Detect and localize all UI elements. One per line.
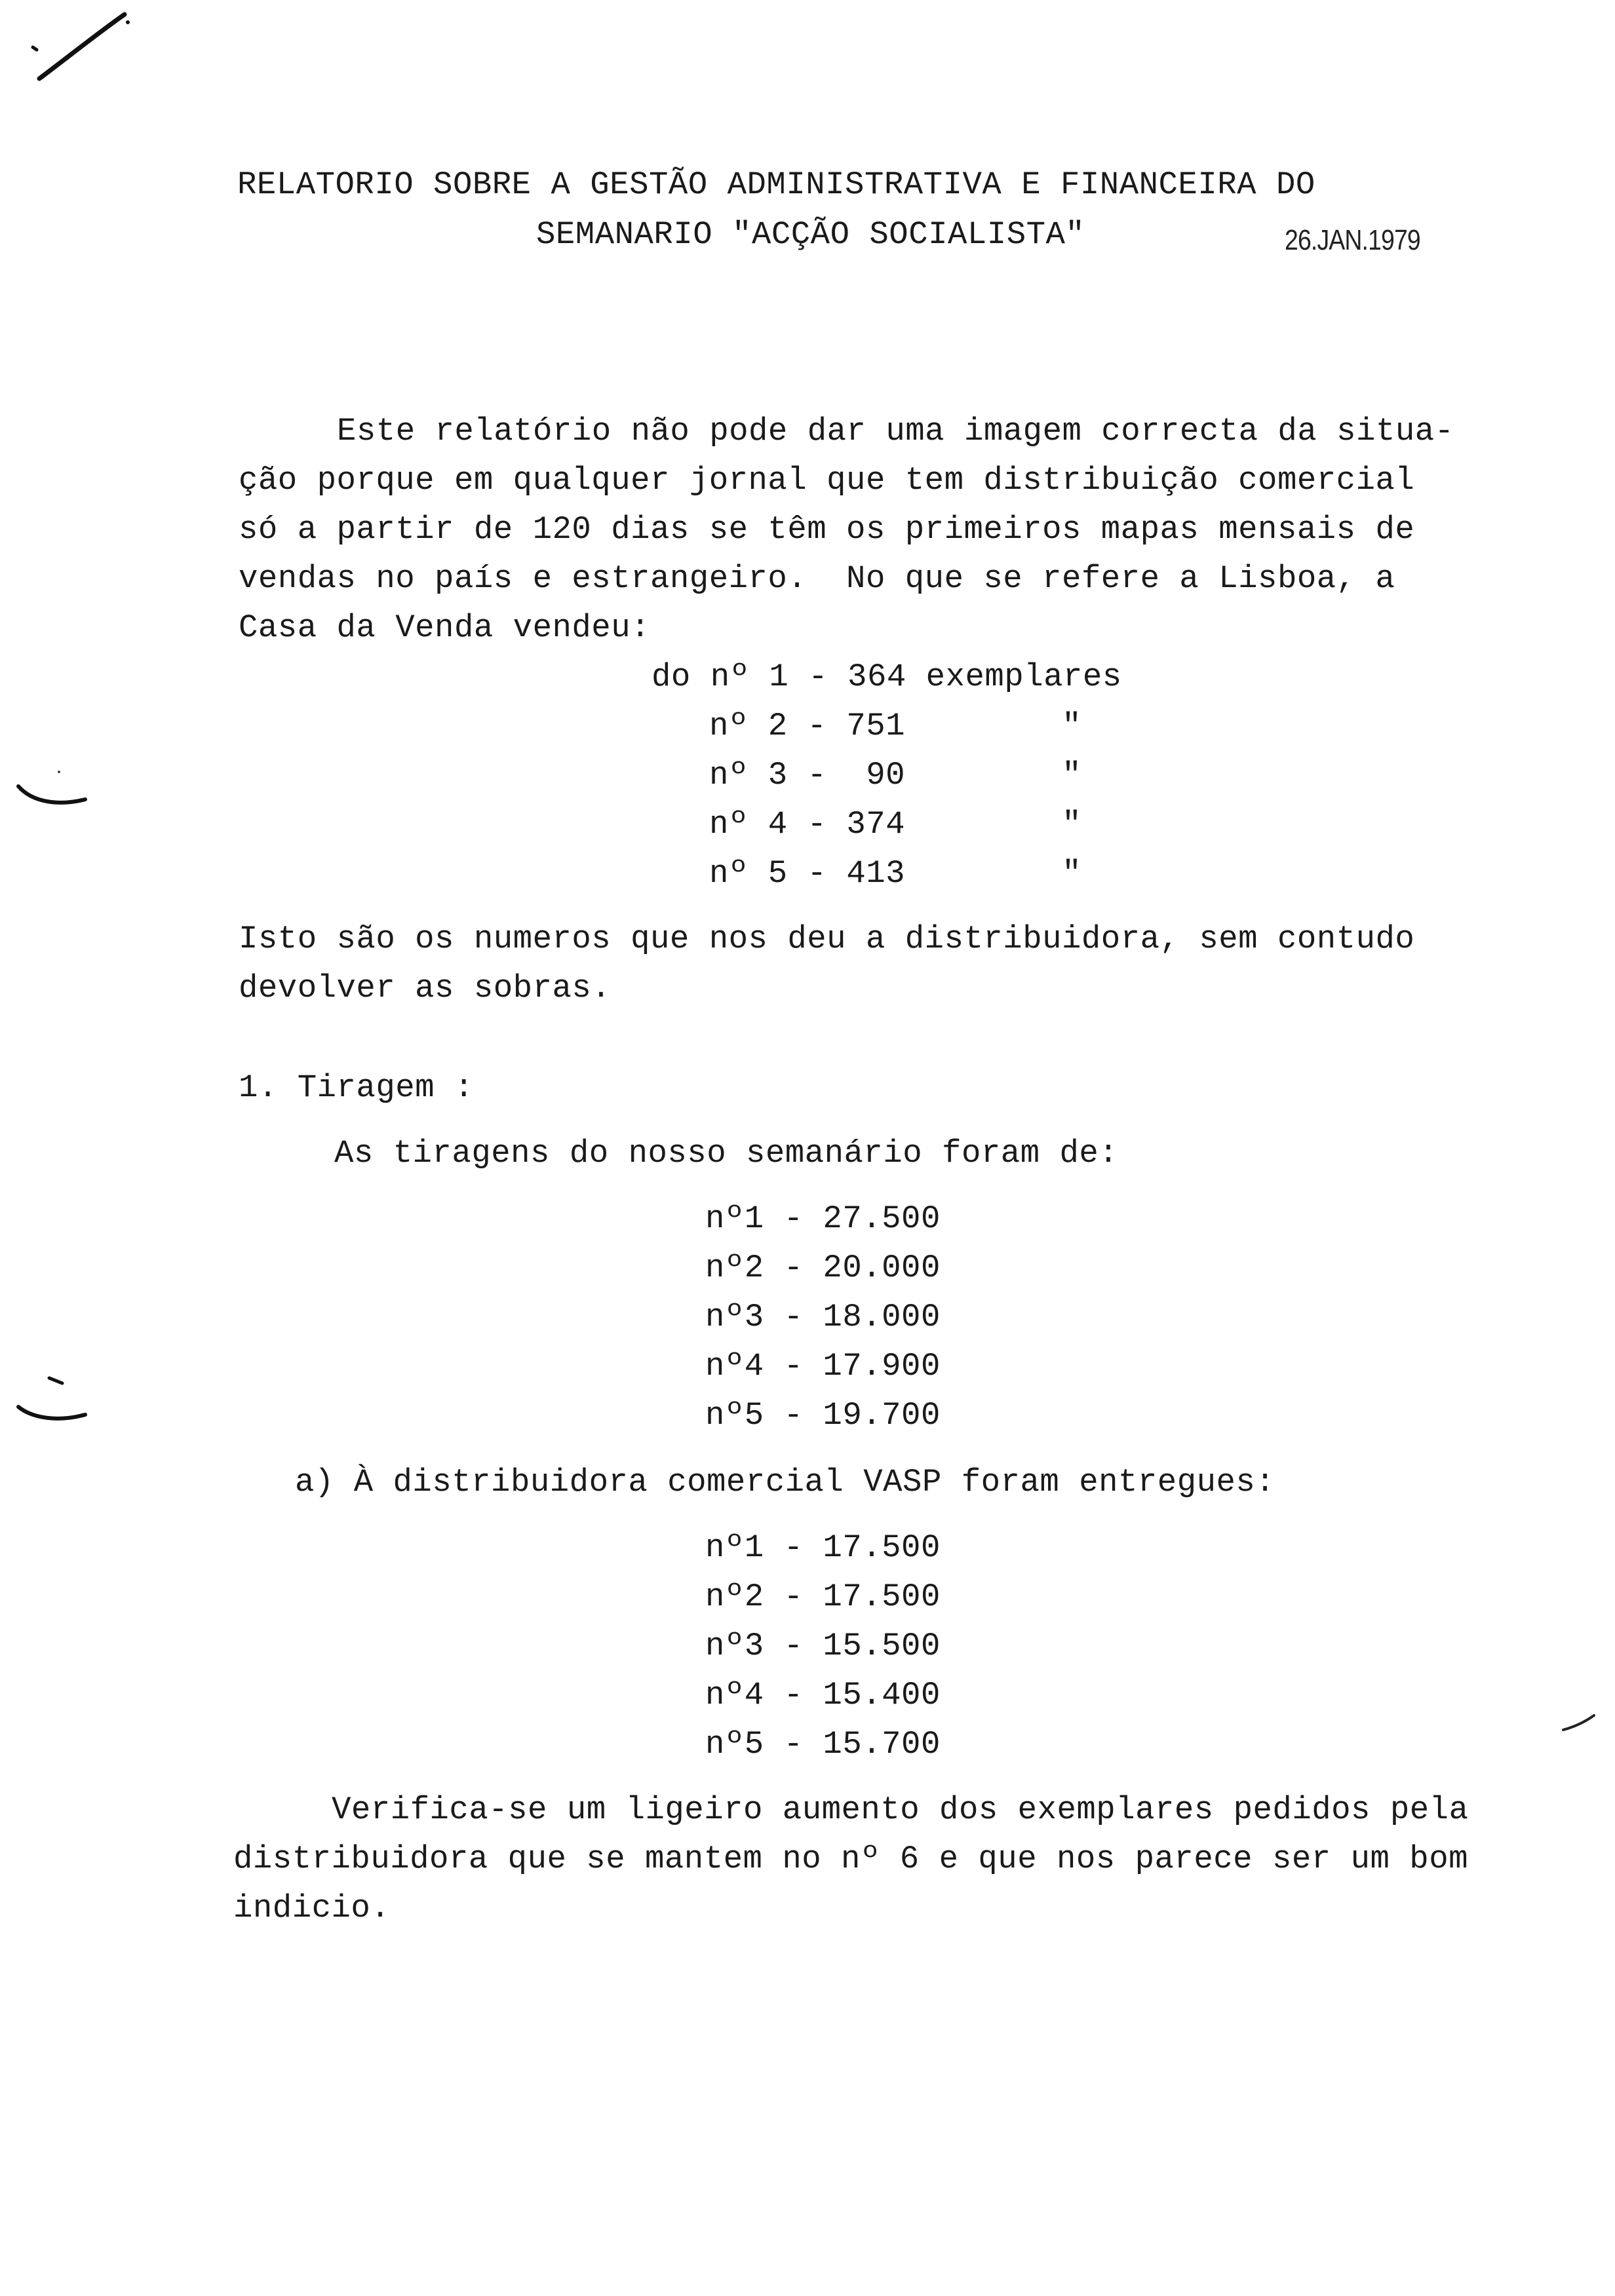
print-run-3: nº3 - 18.000 (705, 1299, 941, 1335)
sales-item-4: nº 4 - 374 " (709, 806, 1082, 843)
pen-tick (1560, 1710, 1599, 1736)
intro-line-4: vendas no país e estrangeiro. No que se refere a Lisboa, a (239, 560, 1395, 597)
binder-mark-upper (13, 767, 92, 813)
title-line-1: RELATORIO SOBRE A GESTÃO ADMINISTRATIVA E FINANCEIRA DO (237, 166, 1315, 203)
print-run-4: nº4 - 17.900 (705, 1348, 941, 1385)
intro-line-2: ção porque em qualquer jornal que tem distribuição comercial (239, 462, 1415, 499)
sales-item-5: nº 5 - 413 " (709, 855, 1082, 892)
subsection-a: a) À distribuidora comercial VASP foram entregues: (295, 1464, 1275, 1501)
after-sales-line-1: Isto são os numeros que nos deu a distribuidora, sem contudo (239, 921, 1415, 957)
after-sales-line-2: devolver as sobras. (239, 970, 612, 1006)
intro-line-1: Este relatório não pode dar uma imagem correcta da situa- (337, 413, 1454, 450)
date-stamp: 26.JAN.1979 (1285, 224, 1420, 256)
conclusion-line-2: distribuidora que se mantem no nº 6 e que nos parece ser um bom (233, 1841, 1469, 1877)
title-line-2: SEMANARIO "ACÇÃO SOCIALISTA" (536, 216, 1085, 253)
delivery-3: nº3 - 15.500 (705, 1628, 941, 1664)
check-mark (26, 7, 131, 85)
conclusion-line-3: indicio. (233, 1890, 391, 1926)
section-1-intro: As tiragens do nosso semanário foram de: (334, 1135, 1119, 1172)
print-run-2: nº2 - 20.000 (705, 1250, 941, 1286)
sales-item-1: do nº 1 - 364 exemplares (652, 659, 1122, 695)
print-run-1: nº1 - 27.500 (705, 1200, 941, 1237)
delivery-2: nº2 - 17.500 (705, 1578, 941, 1615)
print-run-5: nº5 - 19.700 (705, 1397, 941, 1434)
conclusion-line-1: Verifica-se um ligeiro aumento dos exemplares pedidos pela (332, 1791, 1469, 1828)
delivery-4: nº4 - 15.400 (705, 1677, 941, 1713)
intro-line-3: só a partir de 120 dias se têm os primeiros mapas mensais de (239, 511, 1415, 548)
binder-mark-lower (13, 1366, 92, 1425)
sales-item-2: nº 2 - 751 " (709, 708, 1082, 744)
delivery-1: nº1 - 17.500 (705, 1529, 941, 1566)
delivery-5: nº5 - 15.700 (705, 1726, 941, 1763)
sales-item-3: nº 3 - 90 " (709, 757, 1082, 794)
intro-line-5: Casa da Venda vendeu: (239, 609, 651, 646)
section-1-heading: 1. Tiragem : (239, 1069, 474, 1106)
